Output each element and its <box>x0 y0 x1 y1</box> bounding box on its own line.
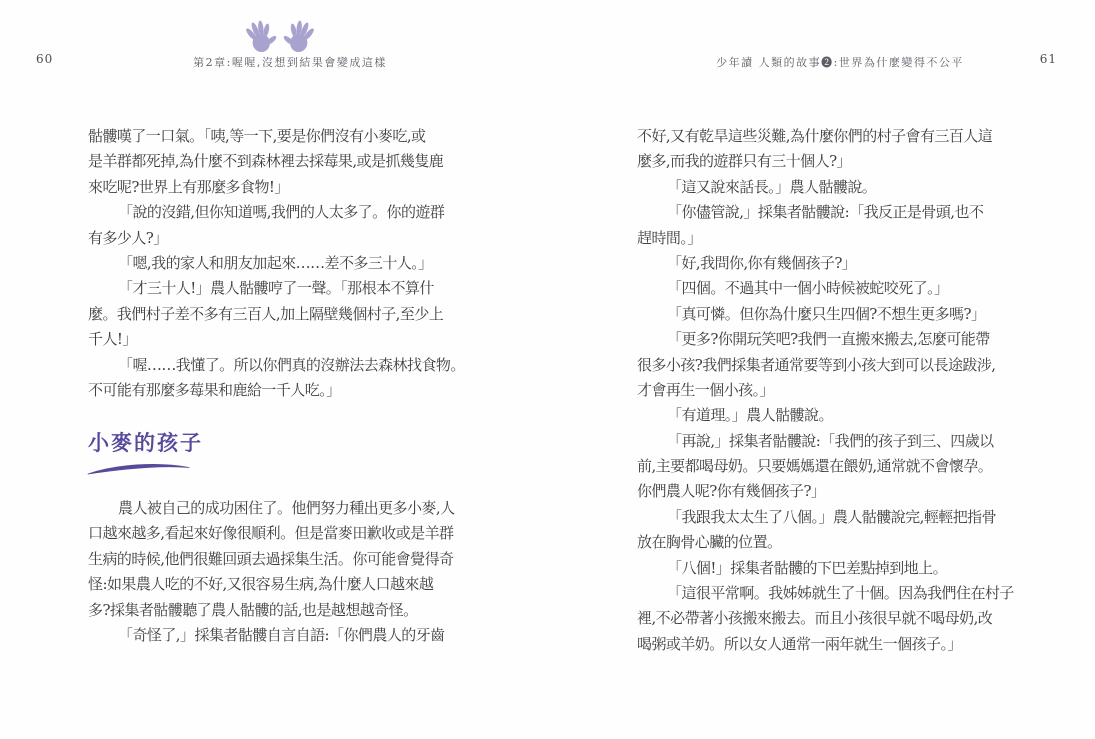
text-line: 前,主要都喝母奶。只要媽媽還在餵奶,通常就不會懷孕。 <box>637 457 993 476</box>
text-line: 「這又說來話長。」農人骷髏說。 <box>667 177 877 196</box>
text-line: 不好,又有乾旱這些災難,為什麼你們的村子會有三百人這 <box>637 127 993 145</box>
right-page-number: 61 <box>1039 52 1057 66</box>
text-line: 「有道理。」農人骷髏說。 <box>667 406 833 425</box>
text-line: 「奇怪了,」採集者骷髏自言自語:「你們農人的牙齒 <box>118 625 445 644</box>
text-line: 你們農人呢?你有幾個孩子?」 <box>637 482 826 501</box>
text-line: 生病的時候,他們很難回頭去過採集生活。你可能會覺得奇 <box>88 549 454 568</box>
text-line: 才會再生一個小孩。」 <box>637 380 775 399</box>
text-line: 來吃呢?世界上有那麼多食物!」 <box>88 177 289 196</box>
text-line: 「四個。不過其中一個小時候被蛇咬死了。」 <box>667 279 949 298</box>
text-line: 「再說,」採集者骷髏說:「我們的孩子到三、四歲以 <box>667 431 994 450</box>
text-line: 有多少人?」 <box>88 228 168 247</box>
text-line: 多?採集者骷髏聽了農人骷髏的話,也是越想越奇怪。 <box>88 600 418 619</box>
section-heading: 小麥的孩子 <box>88 430 203 455</box>
book-title-running-head: 少年讀 人類的故事❷:世界為什麼變得不公平 <box>716 56 964 69</box>
text-line: 「這很平常啊。我姊姊就生了十個。因為我們住在村子 <box>667 584 1014 603</box>
text-line: 「才三十人!」農人骷髏哼了一聲。「那根本不算什 <box>118 279 434 298</box>
text-line: 「真可憐。但你為什麼只生四個?不想生更多嗎?」 <box>667 304 986 323</box>
text-line: 是羊群都死掉,為什麼不到森林裡去採莓果,或是抓幾隻鹿 <box>88 152 444 171</box>
text-line: 「喔……我懂了。所以你們真的沒辦法去森林找食物。 <box>118 355 465 374</box>
chapter-running-head: 第2章:喔喔,沒想到結果會變成這樣 <box>193 56 387 69</box>
swoosh-underline <box>87 461 191 477</box>
left-page-number: 60 <box>36 52 54 66</box>
text-line: 裡,不必帶著小孩搬來搬去。而且小孩很早就不喝母奶,改 <box>637 609 993 628</box>
text-line: 「我跟我太太生了八個。」農人骷髏說完,輕輕把指骨 <box>667 507 997 526</box>
text-line: 怪:如果農人吃的不好,又很容易生病,為什麼人口越來越 <box>88 575 434 594</box>
left-page-paragraph-1 <box>88 124 468 403</box>
text-line: 很多小孩?我們採集者通常要等到小孩大到可以長途跋涉, <box>637 355 996 374</box>
text-line: 「好,我問你,你有幾個孩子?」 <box>667 253 857 272</box>
text-line: 趕時間。」 <box>637 228 702 247</box>
text-line: 「更多?你開玩笑吧?我們一直搬來搬去,怎麼可能帶 <box>667 330 990 349</box>
text-line: 千人!」 <box>88 330 137 349</box>
text-line: 「八個!」採集者骷髏的下巴差點掉到地上。 <box>667 558 948 577</box>
text-line: 口越來越多,看起來好像很順利。但是當麥田歉收或是羊群 <box>88 524 454 543</box>
text-line: 喝粥或羊奶。所以女人通常一兩年就生一個孩子。」 <box>637 634 962 653</box>
text-line: 「嗯,我的家人和朋友加起來……差不多三十人。」 <box>118 253 433 272</box>
text-line: 麼。我們村子差不多有三百人,加上隔壁幾個村子,至少上 <box>88 304 444 323</box>
text-line: 放在胸骨心臟的位置。 <box>637 533 782 552</box>
text-line: 麼多,而我的遊群只有三十個人?」 <box>637 152 852 171</box>
text-line: 不可能有那麼多莓果和鹿給一千人吃。」 <box>88 380 341 399</box>
text-line: 「你儘管說,」採集者骷髏說:「我反正是骨頭,也不 <box>667 203 984 222</box>
text-line: 「說的沒錯,但你知道嗎,我們的人太多了。你的遊群 <box>118 203 445 222</box>
right-page-paragraph <box>637 124 1017 657</box>
text-line: 骷髏嘆了一口氣。「咦,等一下,要是你們沒有小麥吃,或 <box>88 127 426 145</box>
left-page-paragraph-2 <box>88 496 468 648</box>
text-line: 農人被自己的成功困住了。他們努力種出更多小麥,人 <box>118 499 455 517</box>
hands-icon <box>241 17 319 55</box>
